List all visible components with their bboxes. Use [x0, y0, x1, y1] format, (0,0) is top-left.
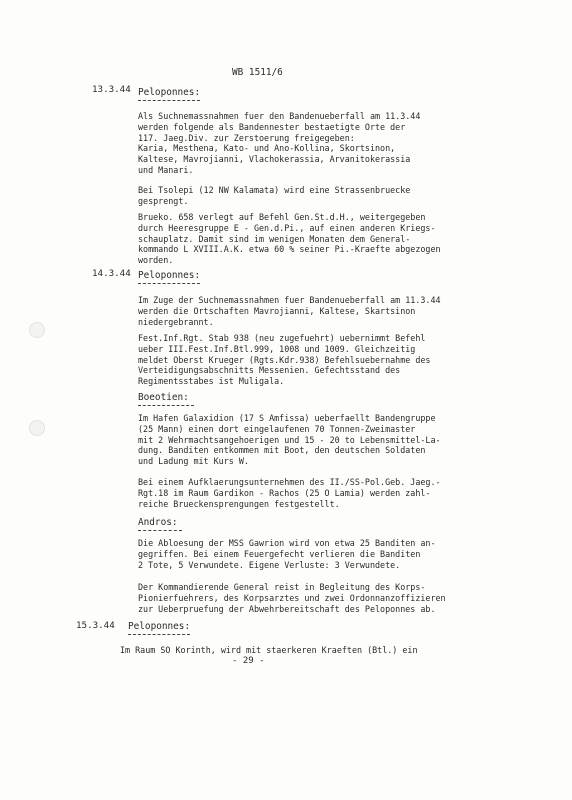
text-line: 2 Tote, 5 Verwundete. Eigene Verluste: 3 Verwundete. [138, 559, 401, 570]
entry-date: 15.3.44 [76, 620, 115, 631]
text-line: Fest.Inf.Rgt. Stab 938 (neu zugefuehrt) uebernimmt Befehl [138, 333, 426, 343]
text-line: und Manari. [138, 164, 194, 175]
text-line: Die Abloesung der MSS Gawrion wird von etwa 25 Banditen an- [138, 538, 436, 548]
heading-underline [138, 530, 182, 531]
document-reference: WB 1511/6 [232, 67, 283, 78]
text-line: gegriffen. Bei einem Feuergefecht verlieren die Banditen [138, 548, 421, 559]
section-heading: Peloponnes: [138, 87, 201, 98]
heading-underline [138, 100, 200, 101]
text-line: niedergebrannt. [138, 316, 214, 327]
text-line: zur Ueberpruefung der Abwehrbereitschaft des Peloponnes ab. [138, 603, 436, 614]
text-line: Verteidigungsabschnitts Messenien. Gefechtsstand des [138, 365, 401, 376]
text-line: dung. Banditen entkommen mit Boot, den deutschen Soldaten [138, 445, 426, 456]
text-line: 117. Jaeg.Div. zur Zerstoerung freigegeben: [138, 132, 355, 143]
paragraph [138, 295, 441, 327]
text-line: ueber III.Fest.Inf.Btl.999, 1008 und 1009. Gleichzeitig [138, 343, 416, 354]
text-line: Brueko. 658 verlegt auf Befehl Gen.St.d.H., weitergegeben [138, 212, 426, 222]
paragraph [138, 333, 430, 387]
text-line: und Ladung mit Kurs W. [138, 456, 249, 467]
paragraph [120, 645, 418, 656]
page-number: - 29 - [232, 656, 265, 666]
entry-date: 14.3.44 [92, 268, 131, 279]
text-line: Der Kommandierende General reist in Begleitung des Korps- [138, 582, 426, 592]
section-heading: Andros: [138, 517, 178, 528]
section-heading: Peloponnes: [138, 270, 201, 281]
text-line: meldet Oberst Krueger (Rgts.Kdr.938) Befehlsuebernahme des [138, 354, 431, 365]
paragraph [138, 413, 441, 467]
text-line: Kaltese, Mavrojianni, Vlachokerassia, Arvanitokerassia [138, 154, 411, 165]
paragraph [138, 582, 446, 614]
entry-date: 13.3.44 [92, 84, 131, 95]
text-line: gesprengt. [138, 195, 189, 206]
text-line: kommando L XVIII.A.K. etwa 60 % seiner Pi.-Kraefte abgezogen [138, 244, 441, 255]
punch-hole-top [29, 322, 45, 338]
text-line: worden. [138, 255, 174, 266]
text-line: schauplatz. Damit sind im wenigen Monaten dem General- [138, 233, 411, 244]
heading-underline [128, 634, 190, 635]
paragraph [138, 538, 436, 570]
text-line: (25 Mann) einen dort eingelaufenen 70 Tonnen-Zweimaster [138, 423, 416, 434]
heading-underline [138, 405, 194, 406]
text-line: reiche Brueckensprengungen festgestellt. [138, 498, 340, 509]
text-line: Pionierfuehrers, des Korpsarztes und zwei Ordonnanzoffizieren [138, 592, 446, 603]
text-line: werden folgende als Bandennester bestaetigte Orte der [138, 121, 406, 132]
section-heading: Boeotien: [138, 392, 189, 403]
paragraph [138, 185, 410, 207]
punch-hole-bottom [29, 420, 45, 436]
paragraph [138, 212, 441, 266]
text-line: Bei einem Aufklaerungsunternehmen des II./SS-Pol.Geb. Jaeg.- [138, 477, 441, 487]
text-line: Regimentsstabes ist Muligala. [138, 376, 285, 387]
text-line: mit 2 Wehrmachtsangehoerigen und 15 - 20 to Lebensmittel-La- [138, 434, 441, 445]
text-line: Im Raum SO Korinth, wird mit staerkeren Kraeften (Btl.) ein [120, 645, 418, 655]
text-line: Im Zuge der Suchnemassnahmen fuer Bandenueberfall am 11.3.44 [138, 295, 441, 305]
text-line: durch Heeresgruppe E - Gen.d.Pi., auf einen anderen Kriegs- [138, 222, 436, 233]
paragraph [138, 477, 441, 509]
paragraph [138, 111, 420, 176]
text-line: werden die Ortschaften Mavrojianni, Kaltese, Skartsinon [138, 305, 416, 316]
text-line: Bei Tsolepi (12 NW Kalamata) wird eine Strassenbruecke [138, 185, 411, 195]
text-line: Im Hafen Galaxidion (17 S Amfissa) ueberfaellt Bandengruppe [138, 413, 436, 423]
section-heading: Peloponnes: [128, 621, 191, 632]
heading-underline [138, 283, 200, 284]
text-line: Als Suchnemassnahmen fuer den Bandenueberfall am 11.3.44 [138, 111, 421, 121]
text-line: Karia, Mesthena, Kato- und Ano-Kollina, Skortsinon, [138, 143, 396, 154]
text-line: Rgt.18 im Raum Gardikon - Rachos (25 O Lamia) werden zahl- [138, 487, 431, 498]
